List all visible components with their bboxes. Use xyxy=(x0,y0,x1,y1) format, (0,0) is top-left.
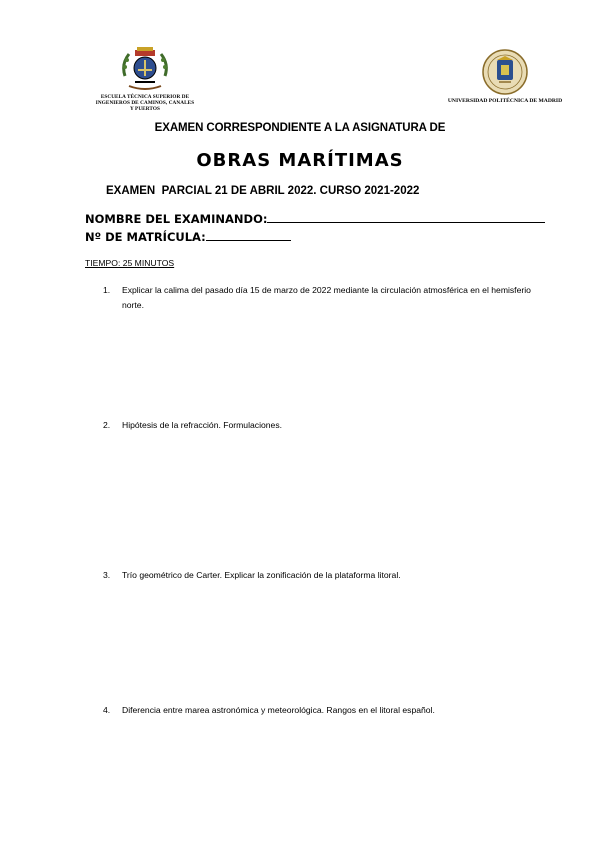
course-title: OBRAS MARÍTIMAS xyxy=(196,150,404,171)
school-caption-line-3: Y PUERTOS xyxy=(130,106,160,112)
question-number: 1. xyxy=(103,285,111,295)
question-1 xyxy=(103,283,555,313)
question-number: 2. xyxy=(103,420,111,430)
matricula-label: Nº DE MATRÍCULA: xyxy=(85,230,206,244)
school-caption-line-1: ESCUELA TÉCNICA SUPERIOR DE xyxy=(100,94,190,100)
etsiccp-crest-icon xyxy=(119,46,171,92)
school-logo xyxy=(85,46,205,112)
question-number: 4. xyxy=(103,705,111,715)
question-3 xyxy=(103,568,555,583)
school-caption-line-2: INGENIEROS DE CAMINOS, CANALES xyxy=(95,100,195,106)
examinee-name-line[interactable] xyxy=(267,211,545,223)
question-text: Diferencia entre marea astronómica y meteorológica. Rangos en el litoral español. xyxy=(122,705,435,715)
question-text: Explicar la calima del pasado día 15 de marzo de 2022 mediante la circulación atmosférica en el hemisferio norte. xyxy=(122,285,531,310)
examinee-name-field[interactable] xyxy=(85,211,545,226)
matricula-line[interactable] xyxy=(206,229,291,241)
matricula-field[interactable] xyxy=(85,229,291,244)
question-2 xyxy=(103,418,555,433)
question-text: Trío geométrico de Carter. Explicar la zonificación de la plataforma litoral. xyxy=(122,570,401,580)
exam-info: EXAMEN PARCIAL 21 DE ABRIL 2022. CURSO 2021-2022 xyxy=(106,185,420,197)
upm-seal-icon xyxy=(481,48,529,96)
question-number: 3. xyxy=(103,570,111,580)
time-limit: TIEMPO: 25 MINUTOS xyxy=(85,258,175,268)
university-logo xyxy=(440,48,570,105)
university-caption: UNIVERSIDAD POLITÉCNICA DE MADRID xyxy=(447,98,563,104)
examinee-name-label: NOMBRE DEL EXAMINANDO: xyxy=(85,212,268,226)
question-text: Hipótesis de la refracción. Formulaciones. xyxy=(122,420,283,430)
question-4 xyxy=(103,703,555,718)
exam-heading: EXAMEN CORRESPONDIENTE A LA ASIGNATURA DE xyxy=(154,122,446,134)
